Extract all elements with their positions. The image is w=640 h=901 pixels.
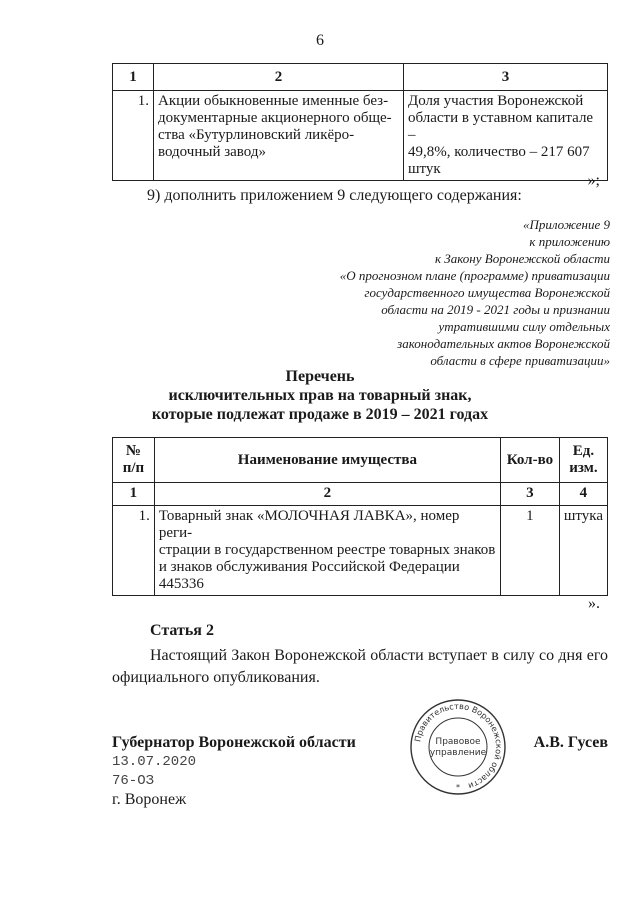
column-number-row [113,483,608,506]
table-row [113,91,608,181]
appendix-line: «О прогнозном плане (программе) приватизации [339,268,610,283]
seal-graphic [400,697,516,797]
trademark-table [112,437,608,596]
unit: штука [559,506,607,596]
text-line: Доля участия Воронежской [408,93,584,109]
property-name [154,91,404,181]
column-number: 3 [500,483,559,506]
table-row [113,506,608,596]
row-number: 1. [113,506,155,596]
text-line: Акции обыкновенные именные без- [158,93,389,109]
list-subtitle: исключительных прав на товарный знак, [168,387,472,404]
appendix-line: области в сфере приватизации» [430,353,610,368]
col-header-unit [559,438,607,483]
appendix-line: области на 2019 - 2021 годы и признании [381,302,610,317]
text-line: страции в государственном реестре товарных знаков [158,542,496,558]
governor-name: А.В. Гусев [533,734,608,751]
text-line: 49,8%, количество – 217 607 [408,144,590,160]
col-header-name: Наименование имущества [154,438,500,483]
appendix-line: законодательных актов Воронежской [397,336,610,351]
article-text: Настоящий Закон Воронежской области вступает в силу со дня его официального опубликования. [112,647,608,686]
header-line: Ед. [572,443,595,459]
appendix-line: к приложению [529,234,610,249]
header-line: изм. [569,460,598,476]
appendix-line: утратившими силу отдельных [438,319,610,334]
appendix-header [310,216,610,369]
law-number: 76-ОЗ [112,773,155,789]
text-line: Товарный знак «МОЛОЧНАЯ ЛАВКА», номер реги- [158,508,460,541]
list-subtitle: которые подлежат продаже в 2019 – 2021 годах [151,406,489,423]
official-seal [400,697,516,797]
article-title: Статья 2 [150,622,214,639]
column-number: 1 [113,483,155,506]
text-line: ства «Бутурлиновский ликёро- [158,127,355,143]
text-line: 445336 [158,576,204,592]
appendix-line: «Приложение 9 [522,217,610,232]
city: г. Воронеж [112,791,187,808]
property-name [154,506,500,596]
appendix-line: государственного имущества Воронежской [364,285,610,300]
governor-title: Губернатор Воронежской области [112,734,356,751]
text-line: водочный завод» [158,144,266,160]
text-line: и знаков обслуживания Российской Федерации [158,559,460,575]
header-line: № [125,443,141,459]
col-header: 2 [154,64,404,91]
closing-quote: ». [588,595,600,612]
row-number: 1. [113,91,154,181]
page-number: 6 [316,32,324,49]
col-header: 3 [404,64,608,91]
table-header-row [113,438,608,483]
list-title: Перечень [285,368,355,385]
seal-star-icon: * [456,783,460,792]
col-header-qty: Кол-во [500,438,559,483]
seal-center-line: управление [429,748,487,758]
quantity: 1 [500,506,559,596]
share-description [404,91,608,181]
column-number: 2 [154,483,500,506]
seal-ring-text: Правительство Воронежской области [412,700,505,792]
header-line: п/п [122,460,145,476]
text-line: области в уставном капитале – [408,110,594,143]
col-header: 1 [113,64,154,91]
closing-quote: »; [587,172,600,189]
shares-table [112,63,608,181]
amendment-item-9: 9) дополнить приложением 9 следующего содержания: [147,187,522,204]
seal-center-line: Правовое [435,737,481,747]
table-header-row [113,64,608,91]
column-number: 4 [559,483,607,506]
col-header-no [113,438,155,483]
appendix-line: к Закону Воронежской области [434,251,610,266]
text-line: штук [408,161,441,177]
text-line: документарные акционерного обще- [158,110,392,126]
law-date: 13.07.2020 [112,754,197,770]
